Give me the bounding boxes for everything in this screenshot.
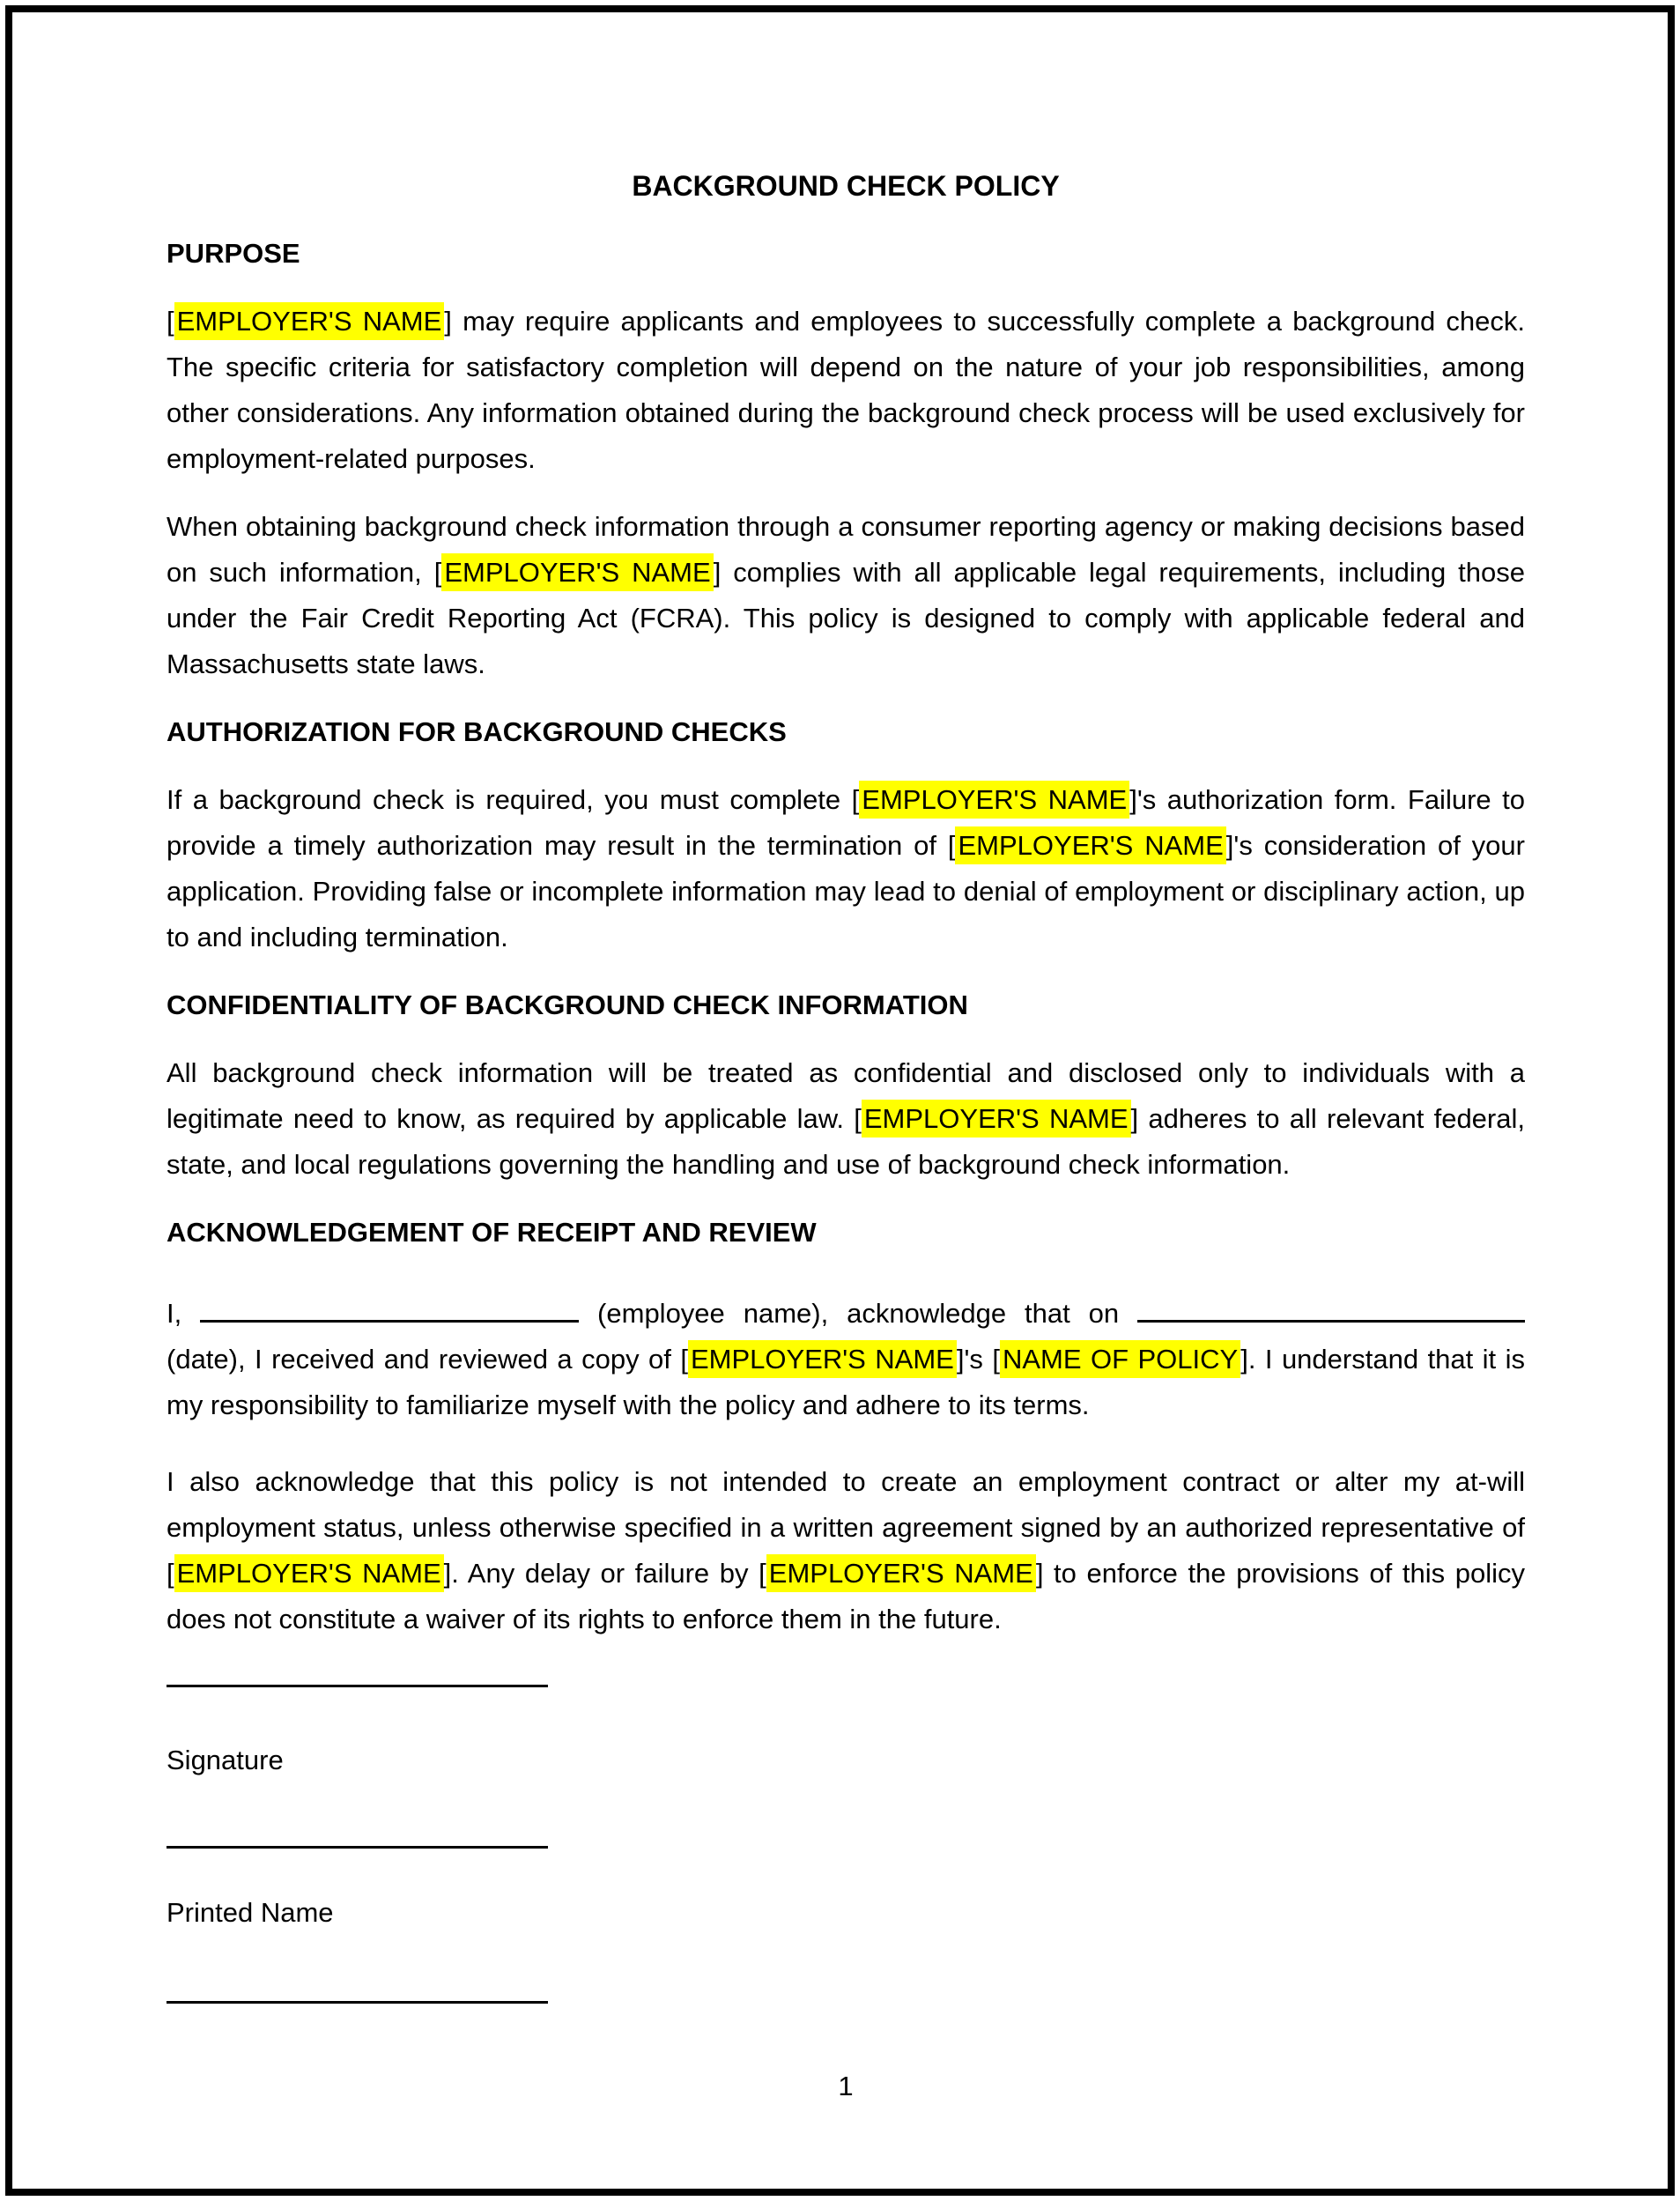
highlighted-placeholder: NAME OF POLICY	[1000, 1340, 1240, 1378]
signature-line	[167, 1685, 548, 1687]
highlighted-placeholder: EMPLOYER'S NAME	[955, 826, 1225, 864]
paragraph-purpose-1: [EMPLOYER'S NAME] may require applicants and employees to successfully complete a background check. The specific criteria for satisfactory completion will depend on the nature of your job responsibilities, among other considerations. Any information obtained during the background check process will be used exclusively for employment-related purposes.	[167, 299, 1525, 482]
highlighted-placeholder: EMPLOYER'S NAME	[862, 1100, 1131, 1138]
paragraph-purpose-2: When obtaining background check information through a consumer reporting agency or making decisions based on such information, [EMPLOYER'S NAME] complies with all applicable legal requirements, including those under the Fair Credit Reporting Act (FCRA). This policy is designed to comply with applicable federal and Massachusetts state laws.	[167, 511, 1525, 679]
highlighted-placeholder: EMPLOYER'S NAME	[441, 553, 713, 591]
section-heading-purpose: PURPOSE	[167, 238, 300, 269]
page-number: 1	[838, 2071, 854, 2101]
date-line	[167, 2001, 548, 2004]
highlighted-placeholder: EMPLOYER'S NAME	[174, 1554, 444, 1592]
paragraph-authorization-1: If a background check is required, you must complete [EMPLOYER'S NAME]'s authorization form. Failure to provide a timely authorization may result in the termination of [EMPLOYER'S NAME]'s consideration of your application. Providing false or incomplete information may lead to denial of employment or disciplinary action, up to and including termination.	[167, 777, 1525, 960]
section-heading-acknowledgement: ACKNOWLEDGEMENT OF RECEIPT AND REVIEW	[167, 1217, 817, 1248]
paragraph-confidentiality-1: All background check information will be treated as confidential and disclosed only to individuals with a legitimate need to know, as required by applicable law. [EMPLOYER'S NAME] adheres to all relevant federal, state, and local regulations governing the handling and use of background check information.	[167, 1057, 1525, 1180]
highlighted-placeholder: EMPLOYER'S NAME	[688, 1340, 957, 1378]
section-heading-confidentiality: CONFIDENTIALITY OF BACKGROUND CHECK INFORMATION	[167, 989, 968, 1020]
document-title: BACKGROUND CHECK POLICY	[632, 170, 1060, 202]
fill-in-blank	[200, 1297, 579, 1323]
highlighted-placeholder: EMPLOYER'S NAME	[766, 1554, 1036, 1592]
highlighted-placeholder: EMPLOYER'S NAME	[859, 781, 1129, 819]
fill-in-blank	[1137, 1297, 1525, 1323]
printed-name-line	[167, 1846, 548, 1849]
highlighted-placeholder: EMPLOYER'S NAME	[174, 302, 445, 340]
signature-label: Signature	[167, 1745, 284, 1775]
paragraph-acknowledgement-1: I, (employee name), acknowledge that on (date), I received and reviewed a copy of [EMPLOYER'S NAME]'s [NAME OF POLICY]. I understand that it is my responsibility to familiarize myself with the policy and adhere to its terms.	[167, 1298, 1526, 1420]
section-heading-authorization: AUTHORIZATION FOR BACKGROUND CHECKS	[167, 716, 787, 747]
printed-name-label: Printed Name	[167, 1897, 334, 1928]
paragraph-acknowledgement-2: I also acknowledge that this policy is not intended to create an employment contract or alter my at-will employment status, unless otherwise specified in a written agreement signed by an authorized representative of [EMPLOYER'S NAME]. Any delay or failure by [EMPLOYER'S NAME] to enforce the provisions of this policy does not constitute a waiver of its rights to enforce them in the future.	[167, 1466, 1525, 1634]
